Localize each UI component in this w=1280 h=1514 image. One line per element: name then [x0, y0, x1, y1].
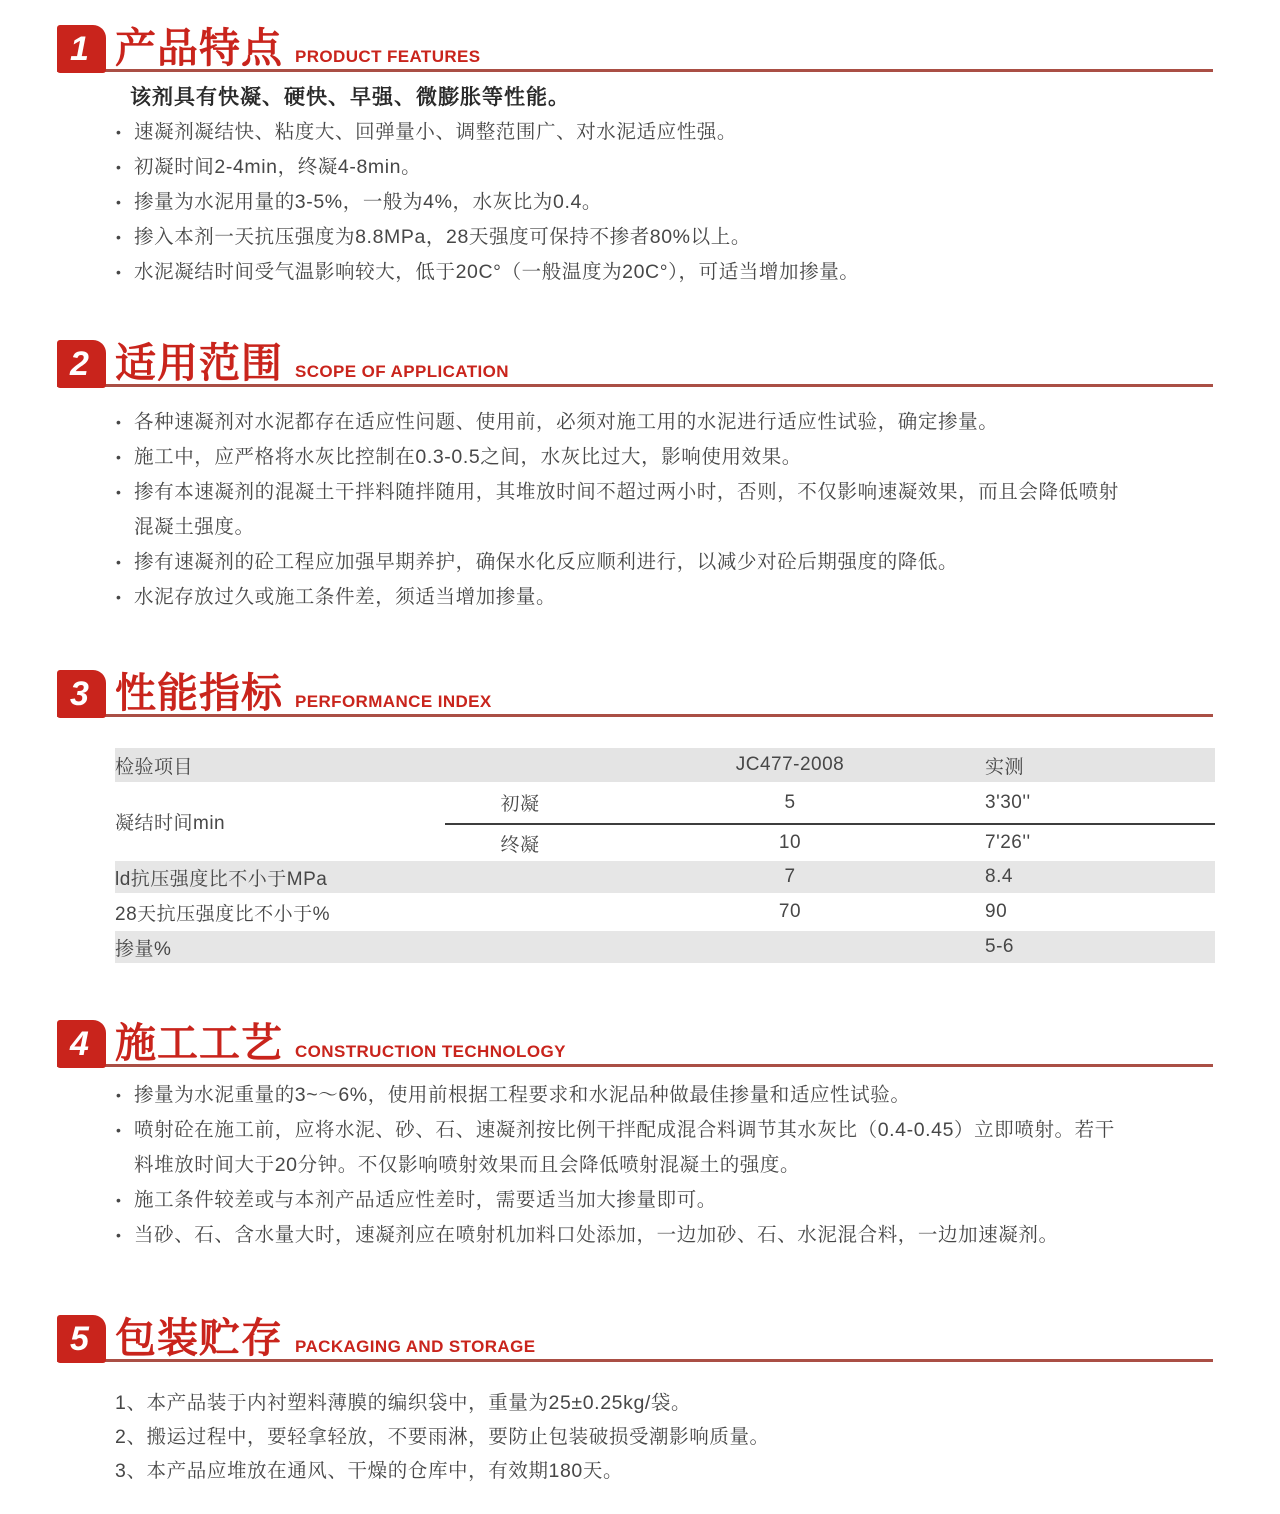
table-cell-standard: 10: [778, 832, 802, 853]
column-header-sub: [445, 748, 595, 782]
list-item: • 掺有本速凝剂的混凝土干拌料随拌随用，其堆放时间不超过两小时，否则，不仅影响速凝效果，而且会降低喷射混凝土强度。: [115, 475, 1120, 545]
list-item: 1、本产品装于内衬塑料薄膜的编织袋中，重量为25±0.25kg/袋。: [115, 1392, 692, 1414]
table-cell-standard: 7: [784, 866, 796, 887]
section-1-number-badge: 1: [57, 25, 106, 73]
scope-bullet-list: [115, 405, 1120, 615]
table-row: [115, 931, 1215, 963]
table-cell-sub: 初凝: [445, 782, 595, 824]
table-cell-measured: 8.4: [985, 866, 1013, 887]
features-bullet-list: [115, 115, 1120, 290]
section-3-number-badge: 3: [57, 670, 106, 718]
list-item: • 水泥存放过久或施工条件差，须适当增加掺量。: [115, 580, 1120, 615]
list-item: 3、本产品应堆放在通风、干燥的仓库中，有效期180天。: [115, 1460, 624, 1482]
construction-bullet-list: [115, 1078, 1120, 1253]
table-cell-measured: 5-6: [985, 936, 1014, 957]
column-header-measured: 实测: [985, 756, 1025, 778]
list-item: 2、搬运过程中，要轻拿轻放，不要雨淋，要防止包装破损受潮影响质量。: [115, 1426, 770, 1448]
list-item: • 施工条件较差或与本剂产品适应性差时，需要适当加大掺量即可。: [115, 1183, 1120, 1218]
table-cell-measured: 7'26'': [985, 832, 1031, 853]
list-item: • 喷射砼在施工前，应将水泥、砂、石、速凝剂按比例干拌配成混合料调节其水灰比（0.4-0.45）立即喷射。若干料堆放时间大于20分钟。不仅影响喷射效果而且会降低喷射混凝土的强度。: [115, 1113, 1120, 1183]
table-cell-measured: 90: [985, 901, 1008, 922]
features-intro-text: 该剂具有快凝、硬快、早强、微膨胀等性能。: [130, 86, 570, 109]
section-product-features: [0, 25, 1280, 290]
list-item: • 当砂、石、含水量大时，速凝剂应在喷射机加料口处添加，一边加砂、石、水泥混合料，一边加速凝剂。: [115, 1218, 1120, 1253]
section-2-subtitle: SCOPE OF APPLICATION: [295, 362, 509, 381]
table-header-row: [115, 748, 1215, 782]
table-cell-sub: [445, 861, 595, 893]
section-3-title: 性能指标: [115, 670, 283, 716]
table-cell-standard: 70: [778, 901, 802, 922]
table-row: [115, 893, 1215, 931]
section-5-subtitle: PACKAGING AND STORAGE: [295, 1337, 536, 1356]
table-cell-sub: 终凝: [500, 834, 540, 856]
list-item: • 掺入本剂一天抗压强度为8.8MPa，28天强度可保持不掺者80%以上。: [115, 220, 1120, 255]
list-item: • 掺量为水泥重量的3~～6%，使用前根据工程要求和水泥品种做最佳掺量和适应性试验。: [115, 1078, 1120, 1113]
list-item: • 水泥凝结时间受气温影响较大，低于20C°（一般温度为20C°），可适当增加掺量。: [115, 255, 1120, 290]
section-2-header: [57, 340, 1213, 390]
section-4-titles: [115, 1020, 566, 1066]
table-cell-standard: [595, 931, 985, 963]
list-item: • 掺有速凝剂的砼工程应加强早期养护，确保水化反应顺利进行，以减少对砼后期强度的降低。: [115, 545, 1120, 580]
section-4-title: 施工工艺: [115, 1020, 283, 1066]
table-cell-item: 凝结时间min: [115, 813, 226, 834]
section-5-header: [57, 1315, 1213, 1365]
list-item: • 初凝时间2-4min，终凝4-8min。: [115, 150, 1120, 185]
table-row: [115, 782, 1215, 824]
column-header-item: 检验项目: [115, 756, 194, 778]
table-cell-item: 28天抗压强度比不小于%: [115, 903, 331, 925]
section-5-number-badge: 5: [57, 1315, 106, 1363]
section-1-subtitle: PRODUCT FEATURES: [295, 47, 481, 66]
list-item: • 速凝剂凝结快、粘度大、回弹量小、调整范围广、对水泥适应性强。: [115, 115, 1120, 150]
packaging-item-list: [115, 1386, 1135, 1488]
performance-index-table: [115, 748, 1215, 963]
section-4-number-badge: 4: [57, 1020, 106, 1068]
table-cell-measured: 3'30'': [985, 782, 1215, 824]
section-construction-technology: [0, 1020, 1280, 1253]
column-header-standard: JC477-2008: [735, 754, 845, 775]
section-4-header: [57, 1020, 1213, 1070]
section-5-titles: [115, 1315, 535, 1361]
list-item: • 施工中，应严格将水灰比控制在0.3-0.5之间，水灰比过大，影响使用效果。: [115, 440, 1120, 475]
section-2-titles: [115, 340, 509, 386]
section-5-title: 包装贮存: [115, 1315, 283, 1361]
table-cell-item: 掺量%: [115, 938, 172, 960]
section-1-titles: [115, 25, 481, 71]
section-1-header: [57, 25, 1213, 75]
section-3-titles: [115, 670, 492, 716]
table-cell-sub: [445, 893, 595, 931]
table-row: [115, 861, 1215, 893]
section-packaging-storage: [0, 1315, 1280, 1488]
list-item: • 掺量为水泥用量的3-5%，一般为4%，水灰比为0.4。: [115, 185, 1120, 220]
section-3-subtitle: PERFORMANCE INDEX: [295, 692, 492, 711]
table-cell-sub: [445, 931, 595, 963]
table-cell-standard: 5: [595, 782, 985, 824]
section-3-header: [57, 670, 1213, 720]
table-cell-item: ld抗压强度比不小于MPa: [115, 868, 328, 890]
section-2-number-badge: 2: [57, 340, 106, 388]
section-1-title: 产品特点: [115, 25, 283, 71]
section-performance-index: [0, 670, 1280, 963]
section-2-title: 适用范围: [115, 340, 283, 386]
section-4-subtitle: CONSTRUCTION TECHNOLOGY: [295, 1042, 566, 1061]
section-scope-of-application: [0, 340, 1280, 615]
list-item: • 各种速凝剂对水泥都存在适应性问题、使用前，必须对施工用的水泥进行适应性试验，确定掺量。: [115, 405, 1120, 440]
